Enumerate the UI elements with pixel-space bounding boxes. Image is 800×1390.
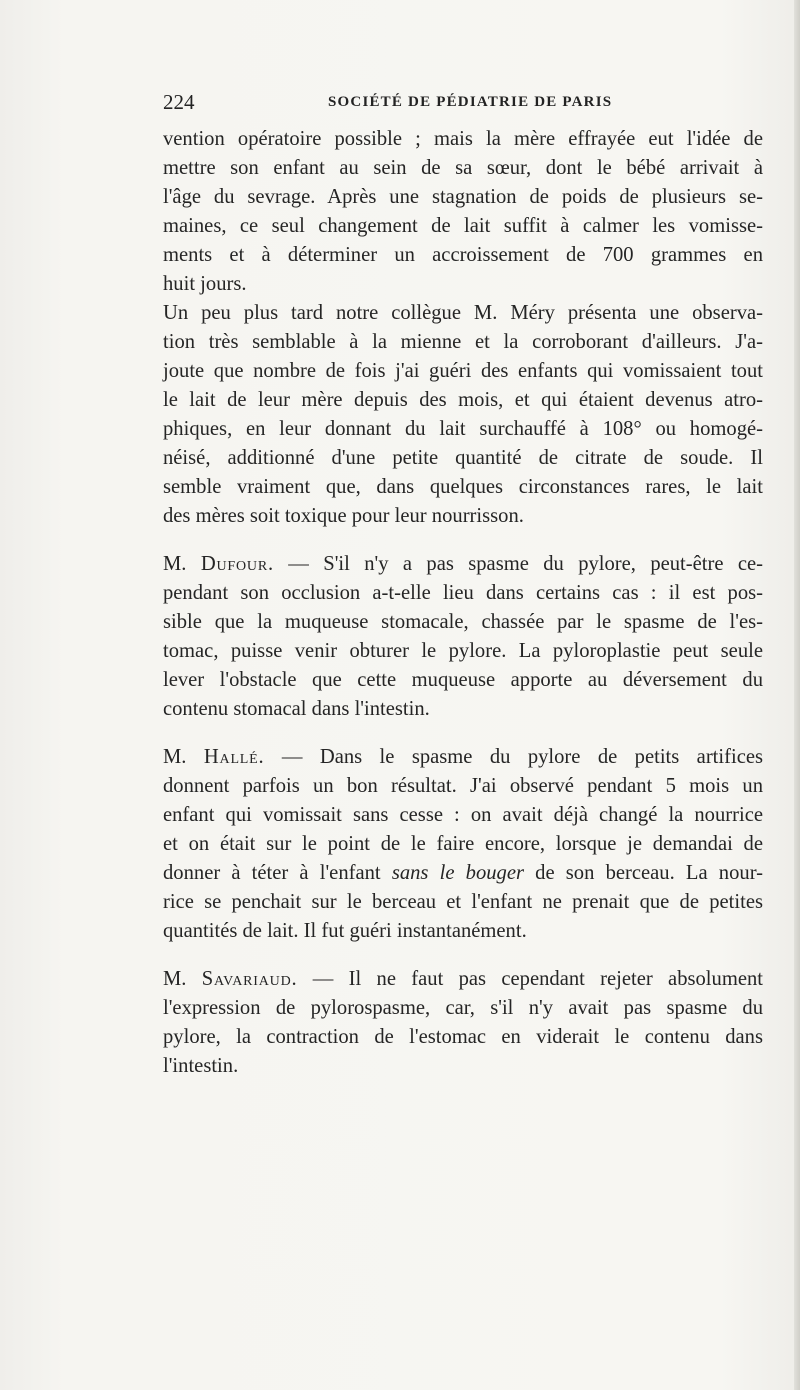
text-line: tion très semblable à la mienne et la corroborant d'ailleurs. J'a- xyxy=(163,331,763,353)
text-line: huit jours. xyxy=(163,273,247,295)
page-number: 224 xyxy=(163,90,195,114)
speaker-name: Dufour. xyxy=(200,553,274,575)
paragraph-gap xyxy=(163,724,763,743)
text-line: le lait de leur mère depuis des mois, et qui étaient devenus atro- xyxy=(163,389,763,411)
paragraph-2 xyxy=(163,299,763,531)
paragraph-dufour xyxy=(163,550,763,724)
text-line: contenu stomacal dans l'intestin. xyxy=(163,698,430,720)
speaker-prefix: M. xyxy=(163,968,202,990)
text-line: l'âge du sevrage. Après une stagnation de poids de plusieurs se- xyxy=(163,186,763,208)
journal-title: SOCIÉTÉ DE PÉDIATRIE DE PARIS xyxy=(328,94,613,110)
paragraph-gap xyxy=(163,946,763,965)
text-run: — Dans le spasme du pylore de petits artifices xyxy=(264,746,763,768)
text-line: donnent parfois un bon résultat. J'ai observé pendant 5 mois un xyxy=(163,775,763,797)
text-line xyxy=(163,550,763,579)
text-line: semble vraiment que, dans quelques circonstances rares, le lait xyxy=(163,476,763,498)
paragraph-1 xyxy=(163,125,763,299)
text-line: tomac, puisse venir obturer le pylore. La pyloroplastie peut seule xyxy=(163,640,763,662)
text-line: joute que nombre de fois j'ai guéri des enfants qui vomissaient tout xyxy=(163,360,763,382)
text-line: rice se penchait sur le berceau et l'enfant ne prenait que de petites xyxy=(163,891,763,913)
text-line: ments et à déterminer un accroissement de 700 grammes en xyxy=(163,244,763,266)
italic-phrase: sans le bouger xyxy=(391,862,524,884)
text-run: — Il ne faut pas cependant rejeter absolument xyxy=(297,968,764,990)
text-line: sible que la muqueuse stomacale, chassée par le spasme de l'es- xyxy=(163,611,763,633)
paragraph-halle xyxy=(163,743,763,946)
body-text xyxy=(163,125,763,1081)
text-line: maines, ce seul changement de lait suffit à calmer les vomisse- xyxy=(163,215,763,237)
text-run: — S'il n'y a pas spasme du pylore, peut-être ce- xyxy=(273,553,764,575)
text-line: néisé, additionné d'une petite quantité de citrate de soude. Il xyxy=(163,447,763,469)
text-line: lever l'obstacle que cette muqueuse apporte au déversement du xyxy=(163,669,763,691)
text-line: enfant qui vomissait sans cesse : on avait déjà changé la nourrice xyxy=(163,804,763,826)
text-run: donner à téter à l'enfant xyxy=(163,862,392,884)
paragraph-gap xyxy=(163,531,763,550)
text-line xyxy=(163,965,763,994)
text-line: Un peu plus tard notre collègue M. Méry présenta une observa- xyxy=(163,302,763,324)
running-head xyxy=(163,90,763,114)
text-line: mettre son enfant au sein de sa sœur, dont le bébé arrivait à xyxy=(163,157,763,179)
text-line: vention opératoire possible ; mais la mère effrayée eut l'idée de xyxy=(163,128,763,150)
text-run: de son berceau. La nour- xyxy=(524,862,763,884)
speaker-prefix: M. xyxy=(163,746,204,768)
text-line: l'intestin. xyxy=(163,1055,239,1077)
text-line: pylore, la contraction de l'estomac en viderait le contenu dans xyxy=(163,1026,763,1048)
text-line: l'expression de pylorospasme, car, s'il n'y avait pas spasme du xyxy=(163,997,763,1019)
speaker-name: Savariaud. xyxy=(201,968,298,990)
text-line: phiques, en leur donnant du lait surchauffé à 108° ou homogé- xyxy=(163,418,763,440)
text-line: quantités de lait. Il fut guéri instantanément. xyxy=(163,920,527,942)
page-edge xyxy=(794,0,800,1390)
speaker-prefix: M. xyxy=(163,553,201,575)
paragraph-savariaud xyxy=(163,965,763,1081)
text-line xyxy=(163,859,763,888)
text-line: des mères soit toxique pour leur nourrisson. xyxy=(163,505,524,527)
text-line: et on était sur le point de le faire encore, lorsque je demandai de xyxy=(163,833,763,855)
text-line: pendant son occlusion a-t-elle lieu dans certains cas : il est pos- xyxy=(163,582,763,604)
text-line xyxy=(163,743,763,772)
speaker-name: Hallé. xyxy=(203,746,265,768)
